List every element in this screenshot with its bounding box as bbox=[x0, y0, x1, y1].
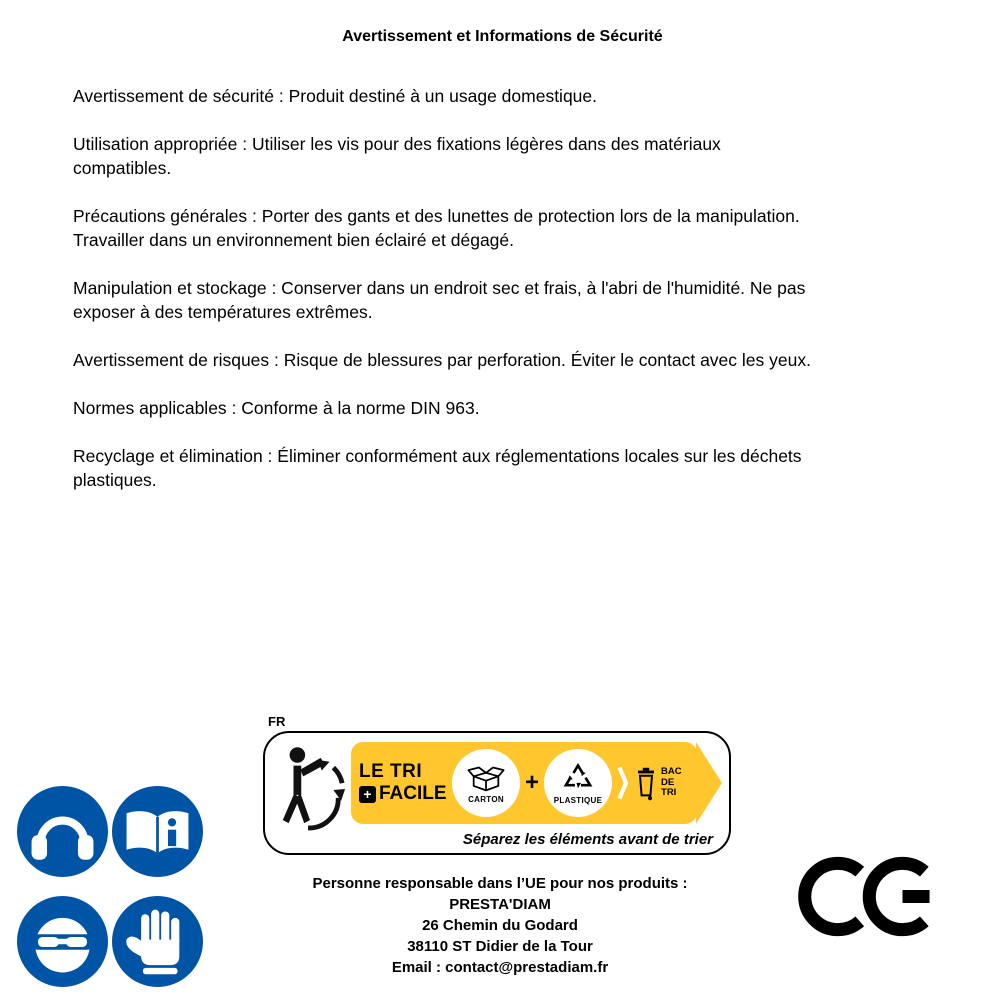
text-line: compatibles. bbox=[73, 158, 172, 178]
bin-label bbox=[661, 767, 682, 799]
page-title: Avertissement et Informations de Sécurité bbox=[342, 28, 663, 45]
text-line: exposer à des températures extrêmes. bbox=[73, 302, 373, 322]
country-code: FR bbox=[268, 714, 286, 729]
text-line: plastiques. bbox=[73, 470, 157, 490]
paragraph-general-precautions bbox=[73, 204, 931, 252]
text-line: Utilisation appropriée : Utiliser les vis pour des fixations légères dans des matériaux bbox=[73, 134, 721, 154]
tri-band bbox=[351, 742, 697, 824]
bin-label-line: TRI bbox=[661, 787, 677, 799]
glove-pictogram bbox=[112, 896, 203, 987]
company-name: PRESTA'DIAM bbox=[449, 896, 551, 913]
text-line: Travailler dans un environnement bien éclairé et dégagé. bbox=[73, 230, 515, 250]
contact-email: Email : contact@prestadiam.fr bbox=[391, 959, 609, 976]
text-line: Manipulation et stockage : Conserver dans un endroit sec et frais, à l'abri de l'humidité. Ne pas bbox=[73, 278, 806, 298]
tri-logo-facile: FACILE bbox=[379, 783, 447, 804]
ear-protection-icon bbox=[17, 786, 108, 877]
bin-icon bbox=[634, 760, 658, 806]
address-city: 38110 ST Didier de la Tour bbox=[407, 938, 593, 955]
text-line: Avertissement de sécurité : Produit destiné à un usage domestique. bbox=[73, 86, 598, 106]
ce-mark bbox=[797, 851, 947, 942]
read-manual-icon bbox=[112, 786, 203, 877]
text-line: Recyclage et élimination : Éliminer conformément aux réglementations locales sur les déchets bbox=[73, 446, 802, 466]
plus-box-icon: + bbox=[359, 786, 376, 803]
sorting-bin bbox=[634, 760, 682, 806]
tri-logo-line2 bbox=[359, 783, 447, 805]
text-line: Normes applicables : Conforme à la norme DIN 963. bbox=[73, 398, 480, 418]
triman-pictogram bbox=[275, 745, 347, 835]
tri-facile-logo bbox=[359, 761, 447, 805]
safety-paragraphs bbox=[73, 84, 931, 516]
triman-icon bbox=[275, 745, 347, 835]
tri-footer-text: Séparez les éléments avant de trier bbox=[462, 831, 713, 848]
responsible-address bbox=[250, 873, 750, 978]
bin-label-line: DE bbox=[661, 776, 675, 788]
address-intro: Personne responsable dans l’UE pour nos produits : bbox=[312, 875, 688, 892]
recycle-triangle-icon bbox=[559, 761, 597, 795]
material-label: CARTON bbox=[468, 794, 504, 804]
text-line: Avertissement de risques : Risque de blessures par perforation. Éviter le contact avec les yeux. bbox=[73, 350, 811, 370]
tri-logo-line1: LE TRI bbox=[359, 761, 423, 782]
bin-label-line: BAC bbox=[661, 766, 682, 778]
material-label: PLASTIQUE bbox=[553, 796, 603, 805]
goggles-pictogram bbox=[17, 896, 108, 987]
eye-protection-icon bbox=[17, 896, 108, 987]
material-carton bbox=[452, 749, 520, 817]
ce-mark-icon bbox=[797, 851, 947, 942]
paragraph-standards bbox=[73, 396, 931, 420]
paragraph-appropriate-use bbox=[73, 132, 931, 180]
recycling-info-label bbox=[263, 731, 731, 855]
open-book-pictogram bbox=[112, 786, 203, 877]
paragraph-safety-warning bbox=[73, 84, 931, 108]
arrow-tip bbox=[696, 742, 722, 824]
carton-box-icon bbox=[464, 763, 508, 794]
paragraph-risk-warning bbox=[73, 348, 931, 372]
mandatory-safety-icons bbox=[17, 786, 203, 987]
ear-protection-pictogram bbox=[17, 786, 108, 877]
text-line: Précautions générales : Porter des gants et des lunettes de protection lors de la manipulation. bbox=[73, 206, 800, 226]
paragraph-recycling bbox=[73, 444, 931, 492]
material-plastique bbox=[544, 749, 612, 817]
address-street: 26 Chemin du Godard bbox=[422, 917, 578, 934]
glove-protection-icon bbox=[112, 896, 203, 987]
paragraph-handling-storage bbox=[73, 276, 931, 324]
chevron-separator-icon bbox=[617, 757, 629, 809]
plus-sign: + bbox=[525, 769, 540, 796]
